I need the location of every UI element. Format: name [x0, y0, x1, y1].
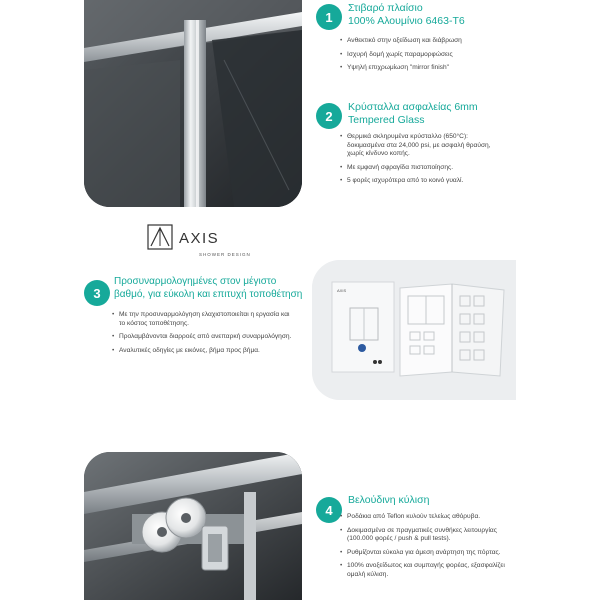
section-1-bullet: • Ισχυρή δομή χωρίς παραμορφώσεις — [340, 51, 570, 60]
section-4-bullets — [340, 513, 518, 585]
section-1-bullet: • Υψηλή επιχρωμίωση "mirror finish" — [340, 64, 570, 73]
section-3-bullet: • Προλαμβάνονται διαρροές από ανεπαρκή συναρμολόγηση. — [112, 333, 292, 342]
section-4-bullet: • 100% ανοξείδωτος και συμπαγής φορέας, εξασφαλίζει ομαλή κύλιση. — [340, 562, 518, 579]
roller-illustration — [84, 452, 302, 600]
section-2-bullet: • 5 φορές ισχυρότερα από το κοινό γυαλί. — [340, 177, 500, 186]
section-4-bullet: • Ρυθμίζονται εύκολα για άμεση ανάρτηση της πόρτας. — [340, 549, 518, 558]
section-2-bullet: • Με εμφανή σφραγίδα πιστοποίησης. — [340, 164, 500, 173]
section-4-bullet: • Ροδάκια από Teflon κυλούν τελείως αθόρυβα. — [340, 513, 518, 522]
instruction-manual-photo — [312, 260, 516, 400]
section-2-title — [348, 101, 478, 127]
section-4-title — [348, 494, 429, 507]
section-3-bullets — [112, 311, 292, 360]
step-badge-2: 2 — [316, 103, 342, 129]
section-2-bullet: • Θερμικά σκληρυμένα κρύσταλλο (650°C): δοκιμασμένα στα 24,000 psi, με ασφαλή θραύση, χωρίς κίνδυνο κοπής. — [340, 133, 500, 159]
frame-corner-illustration — [84, 0, 302, 207]
manual-cover-label: AXIS — [337, 288, 347, 293]
axis-logo-tagline: SHOWER DESIGN — [199, 252, 251, 257]
aluminium-frame-photo — [84, 0, 302, 207]
section-3-title-line2: βαθμό, για εύκολη και επιτυχή τοποθέτηση — [114, 289, 303, 300]
section-1-title — [348, 2, 465, 28]
roller-mechanism-photo — [84, 452, 302, 600]
section-2-title-line2: Tempered Glass — [348, 114, 425, 126]
step-badge-3: 3 — [84, 280, 110, 306]
axis-logo-brand: AXIS — [179, 230, 220, 247]
manual-illustration — [312, 260, 516, 400]
section-1-title-line2: 100% Αλουμίνιο 6463-T6 — [348, 15, 465, 27]
section-1-bullets — [340, 37, 570, 78]
axis-logo — [147, 224, 251, 263]
section-4-bullet: • Δοκιμασμένα σε πραγματικές συνθήκες λειτουργίας (100.000 φορές / push & pull tests). — [340, 527, 518, 544]
section-2-bullets — [340, 133, 500, 191]
section-1-bullet: • Ανθεκτικό στην οξείδωση και διάβρωση — [340, 37, 570, 46]
step-badge-1: 1 — [316, 4, 342, 30]
section-3-title-line1: Προσυναρμολογημένες στον μέγιστο — [114, 276, 277, 287]
section-3-title — [114, 275, 314, 301]
section-3-bullet: • Αναλυτικές οδηγίες με εικόνες, βήμα προς βήμα. — [112, 347, 292, 356]
step-badge-4: 4 — [316, 497, 342, 523]
section-3-bullet: • Με την προσυναρμολόγηση ελαχιστοποιείται η εργασία και το κόστος τοποθέτησης. — [112, 311, 292, 328]
section-1-title-line1: Στιβαρό πλαίσιο — [348, 2, 423, 14]
section-2-title-line1: Κρύσταλλα ασφαλείας 6mm — [348, 101, 478, 113]
section-4-title-line1: Βελούδινη κύλιση — [348, 494, 430, 506]
